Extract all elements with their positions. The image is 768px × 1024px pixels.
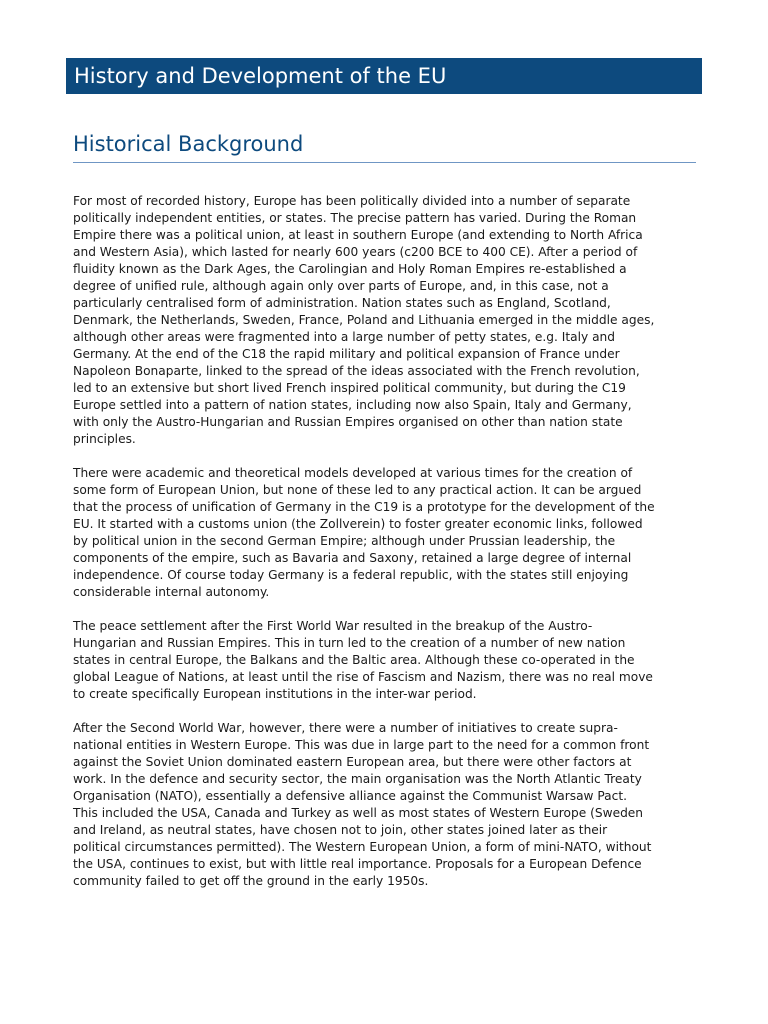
paragraph-line: community failed to get off the ground in the early 1950s. bbox=[73, 874, 429, 888]
paragraph-line: politically independent entities, or states. The precise pattern has varied. During the Roman bbox=[73, 211, 637, 225]
paragraph-line: with only the Austro-Hungarian and Russian Empires organised on other than nation state bbox=[73, 415, 623, 429]
paragraph-line: by political union in the second German Empire; although under Prussian leadership, the bbox=[73, 534, 616, 548]
paragraph-line: fluidity known as the Dark Ages, the Carolingian and Holy Roman Empires re-established a bbox=[73, 262, 627, 276]
paragraph-line: This included the USA, Canada and Turkey as well as most states of Western Europe (Sweden bbox=[73, 806, 644, 820]
paragraph-line: Hungarian and Russian Empires. This in turn led to the creation of a number of new nation bbox=[73, 636, 626, 650]
paragraph bbox=[73, 193, 703, 448]
paragraph-line: and Western Asia), which lasted for nearly 600 years (c200 BCE to 400 CE). After a period of bbox=[73, 245, 638, 259]
paragraph-line: For most of recorded history, Europe has been politically divided into a number of separate bbox=[73, 194, 631, 208]
paragraph-line: and Ireland, as neutral states, have chosen not to join, other states joined later as their bbox=[73, 823, 608, 837]
paragraph-line: particularly centralised form of administration. Nation states such as England, Scotland, bbox=[73, 296, 611, 310]
section-heading: Historical Background bbox=[73, 128, 696, 163]
paragraph-line: the USA, continues to exist, but with little real importance. Proposals for a European Defence bbox=[73, 857, 642, 871]
paragraph-line: Napoleon Bonaparte, linked to the spread of the ideas associated with the French revolution, bbox=[73, 364, 640, 378]
paragraph-line: Denmark, the Netherlands, Sweden, France, Poland and Lithuania emerged in the middle ages, bbox=[73, 313, 655, 327]
paragraph-line: Germany. At the end of the C18 the rapid military and political expansion of France under bbox=[73, 347, 620, 361]
paragraph-line: political circumstances permitted). The Western European Union, a form of mini-NATO, without bbox=[73, 840, 652, 854]
paragraph-line: against the Soviet Union dominated eastern European area, but there were other factors at bbox=[73, 755, 632, 769]
paragraph-line: national entities in Western Europe. This was due in large part to the need for a common front bbox=[73, 738, 650, 752]
paragraph-line: After the Second World War, however, there were a number of initiatives to create supra- bbox=[73, 721, 618, 735]
paragraph-line: states in central Europe, the Balkans and the Baltic area. Although these co-operated in the bbox=[73, 653, 635, 667]
paragraph bbox=[73, 618, 703, 703]
paragraph-line: EU. It started with a customs union (the Zollverein) to foster greater economic links, followed bbox=[73, 517, 643, 531]
paragraph-line: global League of Nations, at least until the rise of Fascism and Nazism, there was no real move bbox=[73, 670, 653, 684]
paragraph bbox=[73, 465, 703, 601]
paragraph-line: to create specifically European institutions in the inter-war period. bbox=[73, 687, 477, 701]
paragraph-line: Empire there was a political union, at least in southern Europe (and extending to North Africa bbox=[73, 228, 643, 242]
paragraph-line: although other areas were fragmented into a large number of petty states, e.g. Italy and bbox=[73, 330, 616, 344]
paragraph-line: Europe settled into a pattern of nation states, including now also Spain, Italy and Germany, bbox=[73, 398, 632, 412]
paragraph-line: There were academic and theoretical models developed at various times for the creation of bbox=[73, 466, 633, 480]
document-title-bar bbox=[66, 58, 702, 94]
paragraph-line: led to an extensive but short lived French inspired political community, but during the C19 bbox=[73, 381, 626, 395]
paragraph bbox=[73, 720, 703, 890]
paragraph-line: degree of unified rule, although again only over parts of Europe, and, in this case, not a bbox=[73, 279, 609, 293]
paragraph-line: that the process of unification of Germany in the C19 is a prototype for the development of the bbox=[73, 500, 655, 514]
paragraph-line: principles. bbox=[73, 432, 136, 446]
paragraph-line: independence. Of course today Germany is a federal republic, with the states still enjoying bbox=[73, 568, 629, 582]
paragraph-line: considerable internal autonomy. bbox=[73, 585, 270, 599]
paragraph-line: components of the empire, such as Bavaria and Saxony, retained a large degree of internal bbox=[73, 551, 632, 565]
paragraph-line: work. In the defence and security sector, the main organisation was the North Atlantic Treaty bbox=[73, 772, 642, 786]
body-text bbox=[73, 193, 703, 907]
paragraph-line: Organisation (NATO), essentially a defensive alliance against the Communist Warsaw Pact. bbox=[73, 789, 627, 803]
paragraph-line: some form of European Union, but none of these led to any practical action. It can be argued bbox=[73, 483, 642, 497]
document-title: History and Development of the EU bbox=[74, 64, 447, 88]
paragraph-line: The peace settlement after the First World War resulted in the breakup of the Austro- bbox=[73, 619, 593, 633]
